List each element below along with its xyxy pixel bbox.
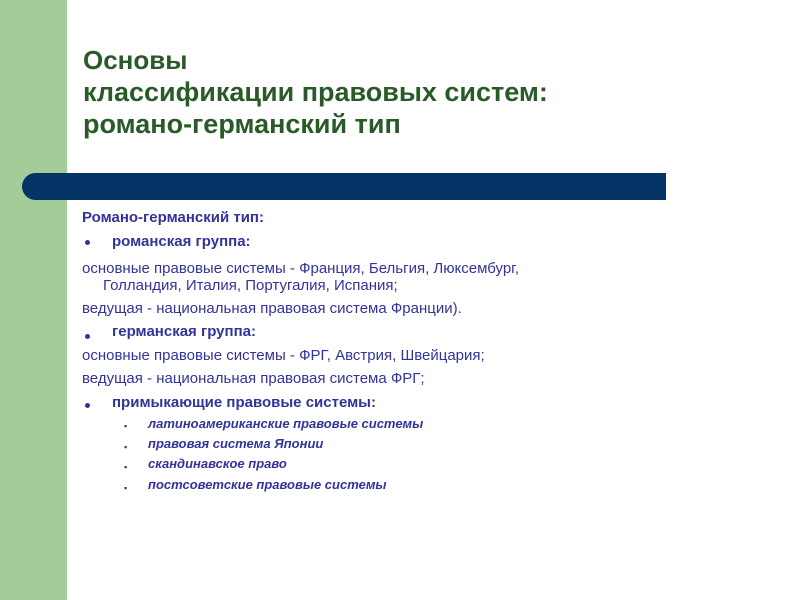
adjacent-item: латиноамериканские правовые системы xyxy=(148,416,424,431)
romance-group-label: романская группа: xyxy=(112,233,251,250)
title-line-1: Основы xyxy=(83,45,188,75)
navy-divider-bar xyxy=(22,173,666,200)
square-bullet-icon: ▪ xyxy=(124,442,128,452)
title-line-3: романо-германский тип xyxy=(83,109,401,139)
square-bullet-icon: ▪ xyxy=(124,462,128,472)
bullet-icon xyxy=(85,403,90,408)
bullet-icon xyxy=(85,334,90,339)
adjacent-item: правовая система Японии xyxy=(148,436,324,451)
square-bullet-icon: ▪ xyxy=(124,421,128,431)
adjacent-item: постсоветские правовые системы xyxy=(148,477,387,492)
romance-main-systems-line-2: Голландия, Италия, Португалия, Испания; xyxy=(103,277,398,294)
germanic-main-systems: основные правовые системы - ФРГ, Австрия, Швейцария; xyxy=(82,347,485,364)
bullet-icon xyxy=(85,240,90,245)
adjacent-item: скандинавское право xyxy=(148,456,287,471)
romance-leading-system: ведущая - национальная правовая система Франции). xyxy=(82,300,462,317)
slide-title xyxy=(83,44,548,140)
romance-main-systems-line-1: основные правовые системы - Франция, Бельгия, Люксембург, xyxy=(82,260,519,277)
germanic-group-label: германская группа: xyxy=(112,323,256,340)
content-heading: Романо-германский тип: xyxy=(82,209,264,226)
adjacent-systems-label: примыкающие правовые системы: xyxy=(112,394,376,411)
title-line-2: классификации правовых систем: xyxy=(83,77,548,107)
germanic-leading-system: ведущая - национальная правовая система ФРГ; xyxy=(82,370,425,387)
square-bullet-icon: ▪ xyxy=(124,483,128,493)
